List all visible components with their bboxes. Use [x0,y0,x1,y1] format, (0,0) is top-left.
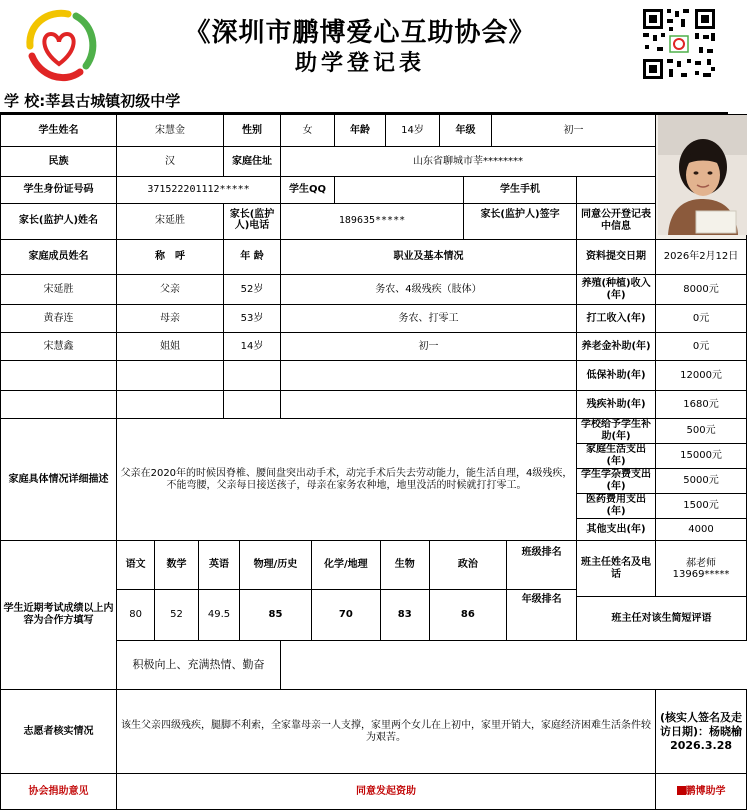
qr-code-icon[interactable] [640,6,718,82]
guardian-name-label: 家长(监护人)姓名 [1,203,117,239]
member-name[interactable]: 宋慧鑫 [1,333,117,361]
member-job-header: 职业及基本情况 [281,240,577,275]
student-phone-value[interactable] [577,177,656,203]
subject-score[interactable]: 52 [155,589,199,640]
guardian-sign-label: 家长(监护人)签字 [480,209,560,221]
finance-label: 打工收入(年) [577,305,656,333]
scores-label: 学生近期考试成绩以上内容为合作方填写 [1,541,117,690]
subject-score[interactable]: 70 [311,589,380,640]
member-name-empty[interactable] [1,391,117,419]
teacher-comment-value[interactable]: 积极向上、充满热情、勤奋 [117,641,281,690]
scores-block [117,541,577,641]
volunteer-text[interactable]: 该生父亲四级残疾，腿脚不利索，全家靠母亲一人支撑，家里两个女儿在上初中，家里开销大，家庭经济困难生活条件较为艰苦。 [117,690,656,774]
guardian-name-value[interactable]: 宋延胜 [117,203,224,239]
finance-value[interactable]: 1680元 [656,391,747,419]
member-name-header: 家庭成员姓名 [1,240,117,275]
school-label: 学 校: [4,92,46,110]
member-relation[interactable]: 姐姐 [117,333,224,361]
student-photo [656,115,747,240]
member-job[interactable]: 务农、打零工 [281,305,577,333]
grade-rank-label: 年级排名 [507,589,576,640]
member-job[interactable]: 务农、4级残疾（肢体） [281,275,577,305]
submit-date-label: 资料提交日期 [577,240,656,275]
situation-label: 家庭具体情况详细描述 [1,419,117,541]
finance-value[interactable]: 8000元 [656,275,747,305]
submit-date-value[interactable]: 2026年2月12日 [656,240,747,275]
guardian-sign-label-cell [464,203,577,239]
student-qq-label: 学生QQ [281,177,335,203]
finance-label: 养殖(种植)收入(年) [577,275,656,305]
student-phone-label: 学生手机 [464,177,577,203]
finance-value[interactable]: 0元 [656,305,747,333]
finance-label: 其他支出(年) [577,519,656,541]
student-name-label: 学生姓名 [1,115,117,147]
member-name[interactable]: 黄春连 [1,305,117,333]
subject-header: 政治 [429,541,507,589]
member-age-empty[interactable] [224,391,281,419]
finance-label: 低保补助(年) [577,361,656,391]
brand-cell [656,774,747,810]
finance-label: 学校给予学生补助(年) [577,419,656,444]
member-age[interactable]: 53岁 [224,305,281,333]
member-age[interactable]: 14岁 [224,333,281,361]
teacher-comment-label: 班主任对该生简短评语 [577,597,747,641]
finance-label: 养老金补助(年) [577,333,656,361]
guardian-phone-label: 家长(监护人)电话 [229,209,275,232]
member-relation[interactable]: 母亲 [117,305,224,333]
subject-header: 化学/地理 [311,541,380,589]
teacher-value[interactable]: 郝老师13969***** [656,541,747,597]
student-id-value[interactable]: 371522201112***** [117,177,281,203]
subject-score[interactable]: 83 [380,589,429,640]
finance-value[interactable]: 15000元 [656,444,747,469]
opinion-value[interactable]: 同意发起资助 [117,774,656,810]
finance-value[interactable]: 500元 [656,419,747,444]
grade-value[interactable]: 初一 [492,115,656,147]
member-relation-empty[interactable] [117,391,224,419]
student-portrait [658,115,747,235]
finance-label: 医药费用支出(年) [577,494,656,519]
table-row [1,361,747,391]
consent-text: 同意公开登记表中信息 [577,203,656,239]
subject-score[interactable]: 85 [240,589,312,640]
member-age-empty[interactable] [224,361,281,391]
subject-header: 物理/历史 [240,541,312,589]
student-name-value[interactable]: 宋慧金 [117,115,224,147]
ethnicity-label: 民族 [1,147,117,177]
student-qq-value[interactable] [335,177,464,203]
heart-logo-icon [18,6,100,84]
finance-value[interactable]: 5000元 [656,469,747,494]
scores-table [117,541,576,640]
subject-score[interactable]: 80 [117,589,155,640]
table-row [1,333,747,361]
ethnicity-value[interactable]: 汉 [117,147,224,177]
finance-value[interactable]: 12000元 [656,361,747,391]
age-label: 年龄 [335,115,386,147]
subject-header: 英语 [198,541,239,589]
member-name-empty[interactable] [1,361,117,391]
class-rank-label: 班级排名 [507,541,576,589]
table-row [1,275,747,305]
member-relation[interactable]: 父亲 [117,275,224,305]
finance-label: 残疾补助(年) [577,391,656,419]
member-job[interactable]: 初一 [281,333,577,361]
subject-score[interactable]: 49.5 [198,589,239,640]
page-title: 《深圳市鹏博爱心互助协会》 [184,18,536,48]
subject-header: 数学 [155,541,199,589]
member-job-empty[interactable] [281,361,577,391]
pengbo-mark-icon [677,786,686,795]
guardian-phone-label-cell [224,203,281,239]
member-age[interactable]: 52岁 [224,275,281,305]
finance-value[interactable]: 0元 [656,333,747,361]
member-relation-header: 称 呼 [117,240,224,275]
brand-label: 鹏博助学 [685,785,726,797]
member-job-empty[interactable] [281,391,577,419]
member-age-header: 年 龄 [224,240,281,275]
finance-value[interactable]: 4000 [656,519,747,541]
page-subtitle: 助学登记表 [294,50,425,76]
opinion-label: 协会捐助意见 [1,774,117,810]
age-value[interactable]: 14岁 [386,115,440,147]
finance-label: 家庭生活支出(年) [577,444,656,469]
situation-text[interactable]: 父亲在2020年的时候因脊椎、腰间盘突出动手术，动完手术后失去劳动能力，能生活自理，4级残疾，不能弯腰，父亲每日接送孩子，母亲在家务农种地，地里没活的时候就打打零工。 [117,419,577,541]
volunteer-sign[interactable]: (核实人签名及走访日期)：杨晓榆 2026.3.28 [656,690,747,774]
school-line [4,90,180,111]
subject-header: 生物 [380,541,429,589]
finance-label: 学生学杂费支出(年) [577,469,656,494]
address-label: 家庭住址 [224,147,281,177]
subject-header: 语文 [117,541,155,589]
registration-form [0,114,747,810]
volunteer-label: 志愿者核实情况 [1,690,117,774]
subject-score[interactable]: 86 [429,589,507,640]
gender-value[interactable]: 女 [281,115,335,147]
finance-value[interactable]: 1500元 [656,494,747,519]
member-name[interactable]: 宋延胜 [1,275,117,305]
school-name: 莘县古城镇初级中学 [45,92,181,110]
address-value[interactable]: 山东省聊城市莘******** [281,147,656,177]
student-id-label: 学生身份证号码 [1,177,117,203]
member-relation-empty[interactable] [117,361,224,391]
grade-label: 年级 [440,115,492,147]
gender-label: 性别 [224,115,281,147]
table-row [1,391,747,419]
table-row [1,305,747,333]
guardian-phone-value[interactable]: 189635***** [281,203,464,239]
teacher-label: 班主任姓名及电话 [577,541,656,597]
page-header [0,0,728,87]
